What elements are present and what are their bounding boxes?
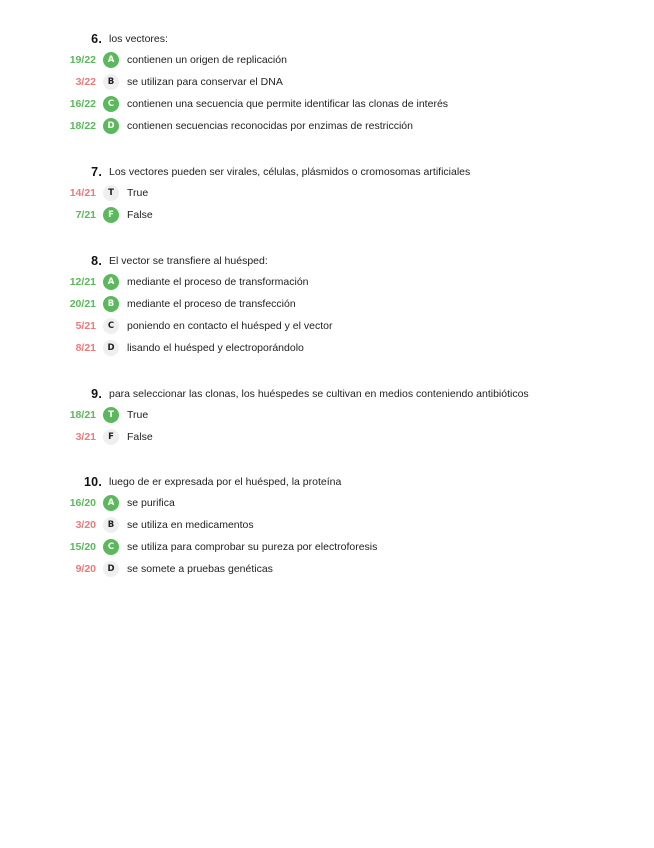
option-letter-badge: D [103,561,119,577]
option-letter-badge: B [103,517,119,533]
option-letter-badge: D [103,118,119,134]
option-text: se utiliza en medicamentos [127,519,254,531]
option-d [0,115,654,137]
question-header [0,162,654,182]
question-number: 6. [91,32,102,46]
question-number: 8. [91,254,102,268]
question-number: 7. [91,165,102,179]
option-text: se utiliza para comprobar su pureza por electroforesis [127,541,378,553]
option-b [0,71,654,93]
option-text: contienen secuencias reconocidas por enzimas de restricción [127,120,413,132]
option-letter-badge: T [103,185,119,201]
option-a [0,49,654,71]
option-score: 9/20 [75,563,96,575]
option-letter-badge: A [103,495,119,511]
option-score: 14/21 [69,187,96,199]
question-10 [0,472,654,580]
option-text: poniendo en contacto el huésped y el vector [127,320,333,332]
option-c [0,536,654,558]
question-text: Los vectores pueden ser virales, células, plásmidos o cromosomas artificiales [109,166,471,178]
option-true [0,182,654,204]
question-6 [0,29,654,137]
option-a [0,492,654,514]
option-text: contienen un origen de replicación [127,54,287,66]
option-score: 8/21 [75,342,96,354]
option-letter-badge: T [103,407,119,423]
option-score: 3/20 [75,519,96,531]
question-text: El vector se transfiere al huésped: [109,255,268,267]
option-score: 5/21 [75,320,96,332]
option-text: se utilizan para conservar el DNA [127,76,283,88]
option-d [0,558,654,580]
question-header [0,472,654,492]
option-text: False [127,431,153,443]
option-text: se somete a pruebas genéticas [127,563,273,575]
question-number: 10. [84,475,102,489]
option-letter-badge: D [103,340,119,356]
question-text: los vectores: [109,33,168,45]
option-letter-badge: C [103,96,119,112]
question-header [0,384,654,404]
option-a [0,271,654,293]
option-score: 7/21 [75,209,96,221]
question-header [0,251,654,271]
option-score: 16/22 [69,98,96,110]
option-text: mediante el proceso de transformación [127,276,309,288]
option-letter-badge: B [103,296,119,312]
question-header [0,29,654,49]
option-text: contienen una secuencia que permite identificar las clonas de interés [127,98,449,110]
option-score: 18/21 [69,409,96,421]
option-score: 19/22 [69,54,96,66]
question-text: luego de er expresada por el huésped, la proteína [109,476,342,488]
option-text: True [127,187,149,199]
option-score: 15/20 [69,541,96,553]
option-text: False [127,209,153,221]
option-true [0,404,654,426]
option-letter-badge: C [103,318,119,334]
option-score: 3/21 [75,431,96,443]
option-letter-badge: B [103,74,119,90]
option-score: 18/22 [69,120,96,132]
option-c [0,93,654,115]
option-text: lisando el huésped y electroporándolo [127,342,304,354]
option-score: 3/22 [75,76,96,88]
option-score: 16/20 [69,497,96,509]
option-score: 12/21 [69,276,96,288]
question-text: para seleccionar las clonas, los huéspedes se cultivan en medios conteniendo antibióticos [109,388,529,400]
option-false [0,426,654,448]
option-text: mediante el proceso de transfección [127,298,296,310]
option-letter-badge: A [103,52,119,68]
option-letter-badge: A [103,274,119,290]
option-letter-badge: F [103,207,119,223]
option-false [0,204,654,226]
option-c [0,315,654,337]
option-letter-badge: C [103,539,119,555]
option-b [0,514,654,536]
question-9 [0,384,654,448]
option-text: True [127,409,149,421]
question-8 [0,251,654,359]
option-text: se purifica [127,497,175,509]
question-number: 9. [91,387,102,401]
option-score: 20/21 [69,298,96,310]
option-letter-badge: F [103,429,119,445]
option-b [0,293,654,315]
option-d [0,337,654,359]
question-7 [0,162,654,226]
